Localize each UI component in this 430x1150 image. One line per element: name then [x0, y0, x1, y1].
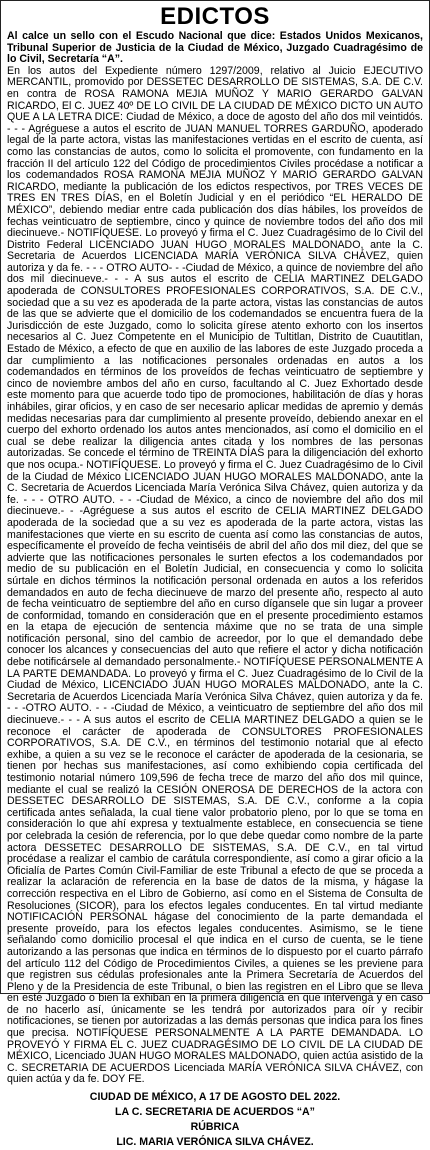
signature-name: LIC. MARIA VERÓNICA SILVA CHÁVEZ.: [116, 1136, 314, 1149]
seal-description: Al calce un sello con el Escudo Nacional que dice: Estados Unidos Mexicanos, Tribunal Superior de Justicia de la Ciudad de México, Juzgado Cuadragésimo de lo Civil, Secretaría “A”.: [7, 30, 423, 66]
signature-block: [7, 1090, 423, 1150]
signature-rubrica: RÚBRICA: [190, 1121, 240, 1134]
signature-role: LA C. SECRETARIA DE ACUERDOS “A”: [115, 1106, 315, 1119]
signature-place-date: CIUDAD DE MÉXICO, A 17 DE AGOSTO DEL 2022.: [89, 1091, 341, 1104]
notice-title: EDICTOS: [160, 3, 270, 30]
notice-body: En los autos del Expediente número 1297/2009, relativo al Juicio EJECUTIVO MERCANTIL, promovido por DESSETEC DESARROLLO DE SISTEMAS, S.A. DE C.V. en contra de ROSA RAMONA MEJIA MUÑOZ Y MARIO GERARDO GALVAN RICARDO, El C. JUEZ 40º DE LO CIVIL DE LA CIUDAD DE MÉXICO DICTO UN AUTO QUE A LA LETRA DICE: Ciudad de México, a doce de agosto del año dos mil veintidós. - - - Agréguese a autos el escrito de JUAN MANUEL TORRES GARDUÑO, apoderado legal de la parte actora, vistas las manifestaciones vertidas en el escrito de cuenta, así como las constancias de autos, como lo solicita el promovente, con fundamento en la fracción II del artículo 122 del Código de procedimientos Civiles procédase a notificar a los codemandados ROSA RAMONA MEJIA MUÑOZ Y MARIO GERARDO GALVAN RICARDO, mediante la publicación de los edictos respectivos, por TRES VECES DE TRES EN TRES DÍAS, en el Boletín Judicial y en el periódico “EL HERALDO DE MÉXICO”, debiendo mediar entre cada publicación dos días hábiles, los proveídos de fechas veinticuatro de septiembre, cinco y quince de noviembre todos del año dos mil diecinueve.- NOTIFÍQUESE. Lo proveyó y firma el C. Juez Cuadragésimo de lo Civil del Distrito Federal LICENCIADO JUAN HUGO MORALES MALDONADO, ante la C. Secretaria de Acuerdos LICENCIADA MARÍA VERÓNICA SILVA CHÁVEZ, quien autoriza y da fe. - - - OTRO AUTO- - -Ciudad de México, a quince de noviembre del año dos mil diecinueve.- - - A sus autos el escrito de CELIA MARTINEZ DELGADO apoderada de CONSULTORES PROFESIONALES CORPORATIVOS, S.A. DE C.V., sociedad que a su vez es apoderada de la parte actora, vistas las constancias de autos de las que se advierte que el domicilio de los codemandados se encuentra fuera de la Jurisdicción de este Juzgado, como lo solicita gírese atento exhorto con los insertos necesarios al C. Juez Competente en el Municipio de Tultitlan, Distrito de Cuautitlan, Estado de México, a efecto de que en auxilio de las labores de este Juzgado proceda a dar cumplimiento a las notificaciones personales ordenadas en autos a los codemandados en términos de los proveídos de fechas veinticuatro de septiembre y cinco de noviembre ambos del año en curso, facultando al C. Juez Exhortado desde este momento para que acuerde todo tipo de promociones, habilitación de días y horas inhábiles, girar oficios, y en caso de ser necesario aplicar medidas de apremio y demás medidas necesarias para dar cumplimiento al presente proveído, debiendo anexar en el cuerpo del exhorto ordenado los autos antes mencionados, así como el domicilio en el cual se debe realizar la diligencia antes citada y los nombres de las personas autorizadas. Se concede el término de TREINTA DÍAS para la diligenciación del exhorto que nos ocupa.- NOTIFÍQUESE. Lo proveyó y firma el C. Juez Cuadragésimo de lo Civil de la Ciudad de México LICENCIADO JUAN HUGO MORALES MALDONADO, ante la C. Secretaria de Acuerdos Licenciada María Verónica Silva Chávez, quien autoriza y da fe. - - - OTRO AUTO. - - -Ciudad de México, a cinco de noviembre del año dos mil diecinueve.- - -Agréguese a sus autos el escrito de CELIA MARTINEZ DELGADO apoderada de la sociedad que a su vez es apoderada de la parte actora, vistas las manifestaciones que vierte en su escrito de cuenta así como las constancias de autos, específicamente el proveído de fecha veintiséis de abril del año dos mil diez, del que se advierte que las notificaciones personales le surten efectos a los codemandados por medio de su publicación en el Boletín Judicial, en consecuencia y como lo solicita súrtale en dichos términos la notificación personal ordenada en autos a los referidos demandados en auto de fecha diecinueve de marzo del presente año, respecto al auto de fecha veinticuatro de septiembre del año en curso dígansele que sin lugar a proveer de conformidad, tomando en consideración que en el presente procedimiento estamos en la etapa de ejecución de sentencia máxime que no se trata de una simple notificación personal, sino del cambio de acreedor, por lo que el demandado debe conocer los alcances y consecuencias del auto que refiere el actor y dicha notificación debe notificársele al demandado personalmente.- NOTIFÍQUESE PERSONALMENTE A LA PARTE DEMANDADA. Lo proveyó y firma el C. Juez Cuadragésimo de lo Civil de la Ciudad de México, LICENCIADO JUAN HUGO MORALES MALDONADO, ante la C. Secretaria de Acuerdos Licenciada María Verónica Silva Chávez, quien autoriza y da fe. - - -OTRO AUTO. - - -Ciudad de México, a veinticuatro de septiembre del año dos mil diecinueve.- - - A sus autos el escrito de CELIA MARTINEZ DELGADO a quien se le reconoce el carácter de apoderada de CONSULTORES PROFESIONALES CORPORATIVOS, S.A. DE C.V., en términos del testimonio notarial que al efecto exhibe, a quien a su vez se le reconoce el carácter de apoderada de la cesionaria, se tienen por hechas sus manifestaciones, así como exhibiendo copia certificada del testimonio notarial número 109,596 de fecha trece de marzo del año dos mil quince, mediante el cual se realizó la CESIÓN ONEROSA DE DERECHOS de la actora con DESSETEC DESARROLLO DE SISTEMAS, S.A. DE C.V., conforme a la copia certificada antes señalada, la cual tiene valor probatorio pleno, por lo que se toma en consideración lo que ahí expresa y textualmente establece, en consecuencia se tiene por celebrada la cesión de referencia, por lo que debe quedar como nombre de la parte actora DESSETEC DESARROLLO DE SISTEMAS, S.A. DE C.V., en tal virtud procédase a realizar el cambio de carátula correspondiente, así como a girar oficio a la Oficialía de Partes Común Civil-Familiar de este Tribunal a efecto de que se proceda a realizar la aclaración de referencia en la base de datos de la misma, y hágase la corrección respectiva en el Libro de Gobierno, así como en el Sistema de Consulta de Resoluciones (SICOR), para los efectos legales conducentes. En tal virtud mediante NOTIFICACIÓN PERSONAL hágase del conocimiento de la parte demandada el presente proveído, para los efectos legales conducentes. Asimismo, se le tiene señalando como domicilio procesal el que indica en el curso de cuenta, se le tiene autorizando a las personas que indica en términos de lo dispuesto por el cuarto párrafo del artículo 112 del Código de Procedimientos Civiles, a quienes se les previene para que registren sus cédulas profesionales ante la Primera Secretaría de Acuerdos del Pleno y de la Presidencia de este Tribunal, o bien las registren en el Libro que se lleva en este Juzgado o bien la exhiban en la primera diligencia en que intervenga y en caso de no hacerlo así, únicamente se les tendrá por autorizados para oír y recibir notificaciones, se tienen por autorizadas a las demás personas que indica para los fines que precisa. NOTIFÍQUESE PERSONALMENTE A LA PARTE DEMANDADA. LO PROVEYÓ Y FIRMA EL C. JUEZ CUADRAGÉSIMO DE LO CIVIL DE LA CIUDAD DE MÉXICO, Licenciado JUAN HUGO MORALES MALDONADO, quien actúa asistido de la C. SECRETARIA DE ACUERDOS Licenciada MARÍA VERÓNICA SILVA CHÁVEZ, con quien actúa y da fe. DOY FE.: [7, 64, 423, 1086]
